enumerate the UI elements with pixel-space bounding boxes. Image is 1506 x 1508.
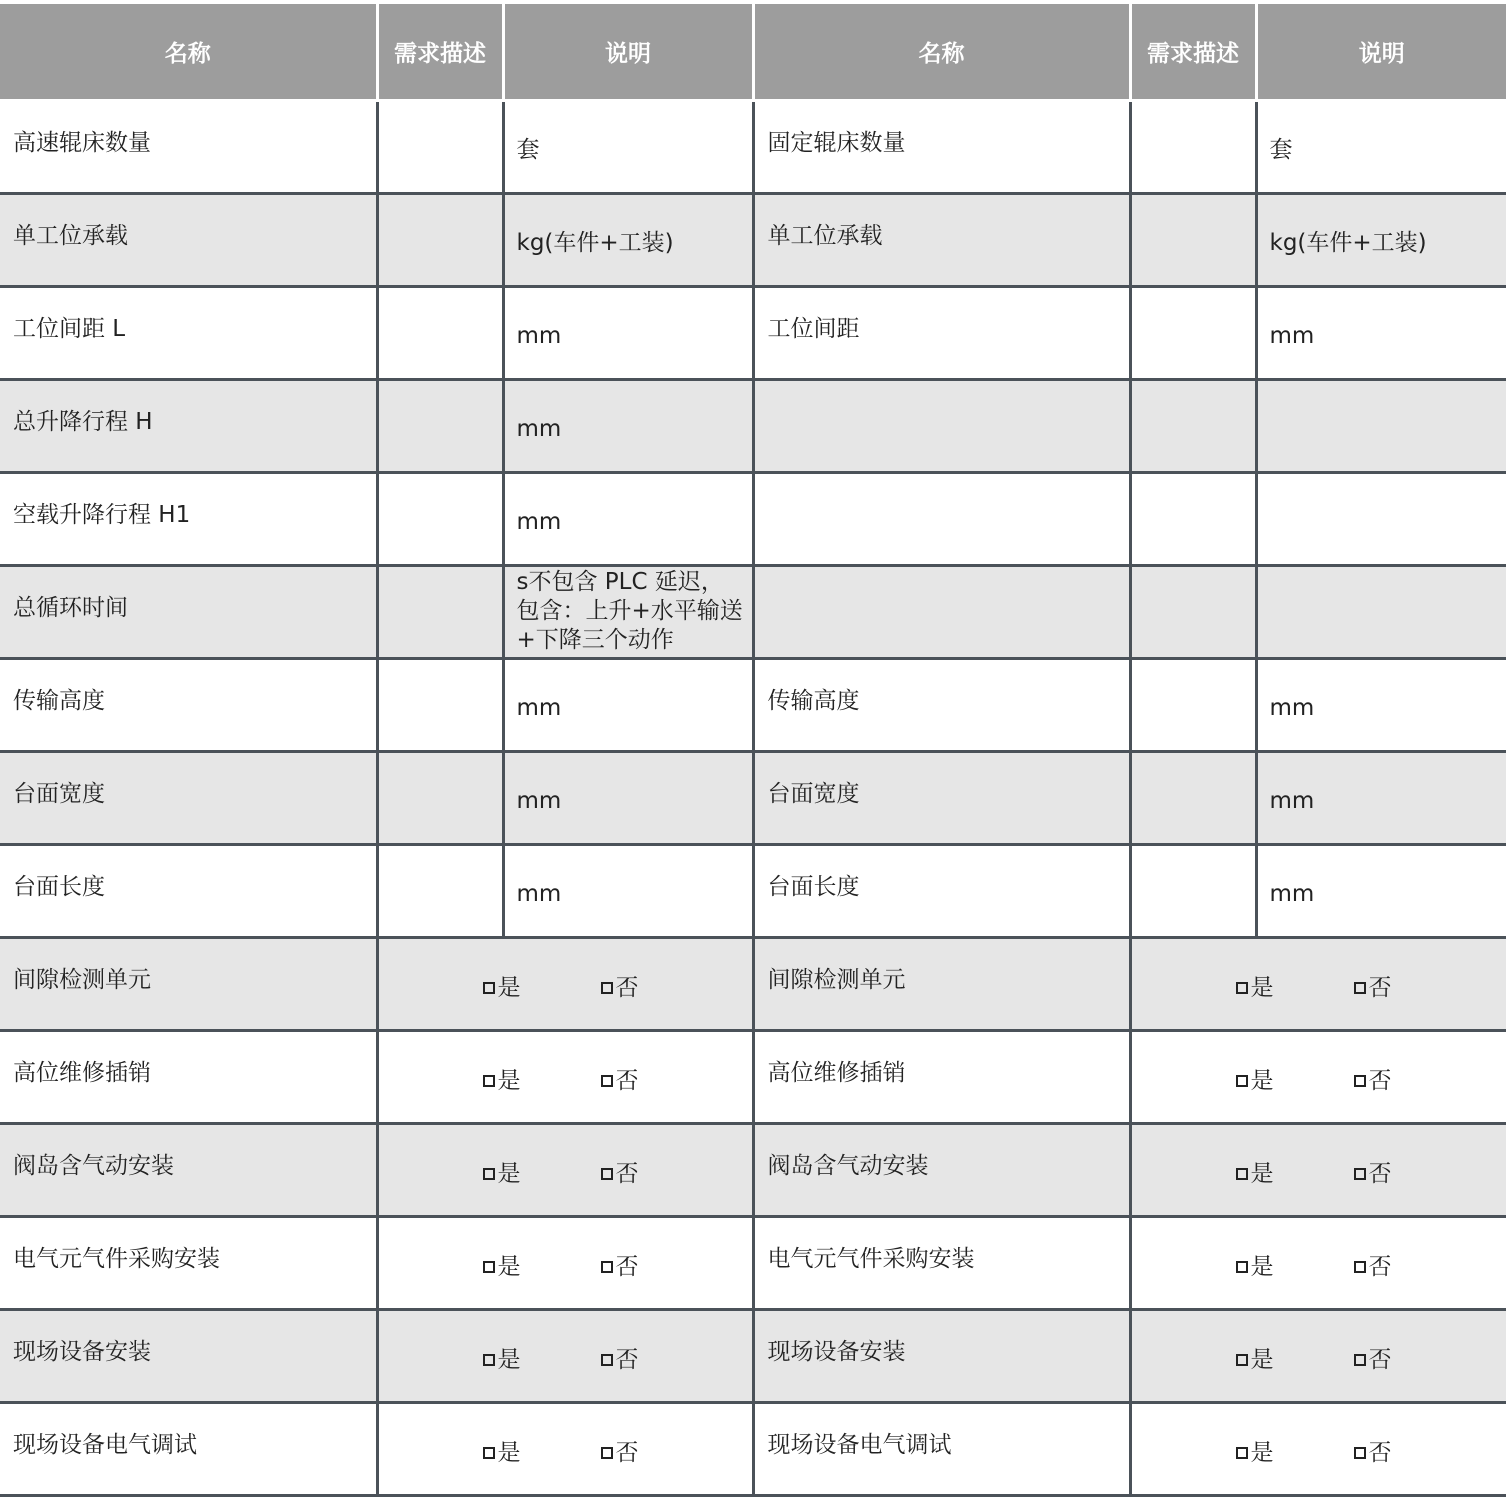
- item-name-left: [0, 565, 377, 658]
- checkbox-icon[interactable]: [1354, 1075, 1366, 1087]
- item-name-label: 阀岛含气动安装: [767, 1152, 929, 1179]
- item-name-label: 间隙检测单元: [13, 966, 151, 993]
- item-name-label: 传输高度: [13, 687, 105, 714]
- item-name-left: [0, 844, 377, 937]
- checkbox-icon[interactable]: [601, 1168, 613, 1180]
- yes-option[interactable]: [483, 1066, 521, 1096]
- item-note-right: 套: [1256, 100, 1506, 193]
- table-row: [0, 1402, 1506, 1495]
- requirement-input-left[interactable]: [377, 100, 503, 193]
- yes-no-choice-right: [1130, 1309, 1506, 1402]
- item-name-right: [753, 844, 1130, 937]
- no-option[interactable]: [601, 1066, 639, 1096]
- yes-option[interactable]: [1236, 973, 1274, 1003]
- yes-option-label: 是: [1250, 1253, 1274, 1280]
- yes-option[interactable]: [1236, 1345, 1274, 1375]
- checkbox-icon[interactable]: [1354, 982, 1366, 994]
- yes-no-choice-right: [1130, 1216, 1506, 1309]
- item-name-label: 工位间距 L: [13, 315, 126, 342]
- item-name-label: 台面长度: [767, 873, 860, 900]
- yes-no-choice-left: [377, 1030, 753, 1123]
- item-name-label: 单工位承载: [767, 222, 883, 249]
- yes-option-label: 是: [1250, 1439, 1274, 1466]
- table-row: [0, 937, 1506, 1030]
- table-row: [0, 1123, 1506, 1216]
- table-row: [0, 844, 1506, 937]
- item-note-right: mm: [1256, 658, 1506, 751]
- item-name-left: [0, 286, 377, 379]
- item-name-left: [0, 379, 377, 472]
- checkbox-icon[interactable]: [601, 1447, 613, 1459]
- yes-option[interactable]: [483, 973, 521, 1003]
- checkbox-icon[interactable]: [601, 1354, 613, 1366]
- requirement-input-right[interactable]: [1130, 100, 1256, 193]
- item-name-label: 台面宽度: [767, 780, 860, 807]
- item-name-label: 电气元气件采购安装: [13, 1245, 220, 1272]
- yes-option[interactable]: [483, 1159, 521, 1189]
- requirement-input-left[interactable]: [377, 565, 503, 658]
- checkbox-icon[interactable]: [1236, 1075, 1248, 1087]
- checkbox-icon[interactable]: [483, 982, 495, 994]
- item-name-right: [753, 565, 1130, 658]
- checkbox-icon[interactable]: [601, 982, 613, 994]
- header-row: [0, 4, 1506, 100]
- item-note-left: kg(车件+工装): [503, 193, 753, 286]
- item-name-label: 高位维修插销: [767, 1059, 906, 1086]
- yes-option-label: 是: [497, 1067, 521, 1094]
- item-name-left: [0, 1123, 377, 1216]
- item-name-right: [753, 751, 1130, 844]
- item-note-right: mm: [1256, 751, 1506, 844]
- yes-option[interactable]: [1236, 1252, 1274, 1282]
- item-name-label: 单工位承载: [13, 222, 128, 249]
- checkbox-icon[interactable]: [1354, 1354, 1366, 1366]
- yes-option-label: 是: [497, 1346, 521, 1373]
- no-option[interactable]: [601, 1252, 639, 1282]
- checkbox-icon[interactable]: [483, 1168, 495, 1180]
- item-name-left: [0, 472, 377, 565]
- yes-no-choice-left: [377, 1123, 753, 1216]
- requirement-input-left[interactable]: [377, 844, 503, 937]
- item-name-right: [753, 1216, 1130, 1309]
- requirement-input-right[interactable]: [1130, 472, 1256, 565]
- item-name-label: 工位间距: [767, 315, 860, 342]
- item-note-right: [1256, 565, 1506, 658]
- yes-no-choice-left: [377, 1309, 753, 1402]
- no-option-label: 否: [615, 1253, 639, 1280]
- checkbox-icon[interactable]: [1354, 1261, 1366, 1273]
- no-option[interactable]: [1354, 973, 1392, 1003]
- item-name-label: 台面长度: [13, 873, 105, 900]
- checkbox-icon[interactable]: [1236, 1168, 1248, 1180]
- table-row: [0, 1216, 1506, 1309]
- no-option-label: 否: [615, 974, 639, 1001]
- requirement-input-left[interactable]: [377, 379, 503, 472]
- item-name-right: [753, 1402, 1130, 1495]
- no-option[interactable]: [1354, 1252, 1392, 1282]
- item-name-right: [753, 379, 1130, 472]
- checkbox-icon[interactable]: [1354, 1168, 1366, 1180]
- requirement-input-right[interactable]: [1130, 193, 1256, 286]
- yes-option[interactable]: [483, 1438, 521, 1468]
- item-name-label: 固定辊床数量: [767, 129, 906, 156]
- item-name-right: [753, 658, 1130, 751]
- requirement-input-right[interactable]: [1130, 844, 1256, 937]
- header-name-right: 名称: [753, 4, 1130, 100]
- yes-option-label: 是: [497, 1439, 521, 1466]
- no-option[interactable]: [1354, 1066, 1392, 1096]
- item-name-left: [0, 100, 377, 193]
- item-name-label: 现场设备安装: [767, 1338, 906, 1365]
- item-name-right: [753, 937, 1130, 1030]
- item-name-left: [0, 751, 377, 844]
- item-name-right: [753, 1030, 1130, 1123]
- yes-no-choice-right: [1130, 1030, 1506, 1123]
- item-name-right: [753, 1123, 1130, 1216]
- yes-no-choice-right: [1130, 1402, 1506, 1495]
- item-name-left: [0, 1216, 377, 1309]
- requirement-input-left[interactable]: [377, 658, 503, 751]
- item-name-right: [753, 1309, 1130, 1402]
- header-name-left: 名称: [0, 4, 377, 100]
- item-name-label: 阀岛含气动安装: [13, 1152, 174, 1179]
- item-note-right: [1256, 379, 1506, 472]
- spec-table: [0, 4, 1506, 1497]
- item-name-right: [753, 286, 1130, 379]
- yes-option-label: 是: [497, 1253, 521, 1280]
- requirement-input-right[interactable]: [1130, 379, 1256, 472]
- table-row: [0, 751, 1506, 844]
- item-name-label: 传输高度: [767, 687, 860, 714]
- requirement-input-left[interactable]: [377, 193, 503, 286]
- item-note-left: mm: [503, 379, 753, 472]
- requirement-input-left[interactable]: [377, 751, 503, 844]
- no-option[interactable]: [601, 973, 639, 1003]
- item-note-right: mm: [1256, 286, 1506, 379]
- requirement-input-right[interactable]: [1130, 565, 1256, 658]
- no-option[interactable]: [601, 1438, 639, 1468]
- checkbox-icon[interactable]: [601, 1075, 613, 1087]
- no-option[interactable]: [601, 1345, 639, 1375]
- no-option-label: 否: [1368, 1160, 1392, 1187]
- checkbox-icon[interactable]: [1236, 1447, 1248, 1459]
- requirement-input-right[interactable]: [1130, 658, 1256, 751]
- yes-option[interactable]: [1236, 1066, 1274, 1096]
- checkbox-icon[interactable]: [483, 1075, 495, 1087]
- yes-option-label: 是: [497, 974, 521, 1001]
- yes-no-choice-right: [1130, 937, 1506, 1030]
- yes-option-label: 是: [497, 1160, 521, 1187]
- requirement-input-left[interactable]: [377, 286, 503, 379]
- checkbox-icon[interactable]: [483, 1447, 495, 1459]
- table-row: [0, 193, 1506, 286]
- item-name-label: 总升降行程 H: [13, 408, 153, 435]
- item-name-left: [0, 1402, 377, 1495]
- requirement-input-left[interactable]: [377, 472, 503, 565]
- checkbox-icon[interactable]: [1354, 1447, 1366, 1459]
- header-requirement-right: 需求描述: [1130, 4, 1256, 100]
- item-name-left: [0, 937, 377, 1030]
- header-note-right: 说明: [1256, 4, 1506, 100]
- yes-option[interactable]: [1236, 1438, 1274, 1468]
- yes-option-label: 是: [1250, 974, 1274, 1001]
- checkbox-icon[interactable]: [483, 1354, 495, 1366]
- item-note-left: s不包含 PLC 延迟，包含：上升+水平输送+下降三个动作: [503, 565, 753, 658]
- table-row: [0, 100, 1506, 193]
- item-note-right: mm: [1256, 844, 1506, 937]
- yes-option[interactable]: [483, 1252, 521, 1282]
- yes-no-choice-right: [1130, 1123, 1506, 1216]
- table-row: [0, 658, 1506, 751]
- item-note-right: kg(车件+工装): [1256, 193, 1506, 286]
- no-option-label: 否: [1368, 1067, 1392, 1094]
- requirement-input-right[interactable]: [1130, 751, 1256, 844]
- item-note-left: mm: [503, 472, 753, 565]
- table-row: [0, 1030, 1506, 1123]
- no-option-label: 否: [615, 1346, 639, 1373]
- item-name-left: [0, 1030, 377, 1123]
- item-note-left: mm: [503, 658, 753, 751]
- no-option[interactable]: [601, 1159, 639, 1189]
- table-row: [0, 286, 1506, 379]
- item-name-label: 高位维修插销: [13, 1059, 151, 1086]
- item-note-left: 套: [503, 100, 753, 193]
- header-requirement-left: 需求描述: [377, 4, 503, 100]
- checkbox-icon[interactable]: [483, 1261, 495, 1273]
- yes-no-choice-left: [377, 937, 753, 1030]
- yes-option[interactable]: [1236, 1159, 1274, 1189]
- table-row: [0, 472, 1506, 565]
- no-option-label: 否: [1368, 1253, 1392, 1280]
- no-option[interactable]: [1354, 1159, 1392, 1189]
- item-name-label: 总循环时间: [13, 594, 128, 621]
- yes-option-label: 是: [1250, 1160, 1274, 1187]
- checkbox-icon[interactable]: [1236, 1354, 1248, 1366]
- yes-option-label: 是: [1250, 1346, 1274, 1373]
- item-note-left: mm: [503, 844, 753, 937]
- item-note-left: mm: [503, 286, 753, 379]
- item-note-left: mm: [503, 751, 753, 844]
- table-row: [0, 379, 1506, 472]
- item-name-right: [753, 472, 1130, 565]
- yes-option-label: 是: [1250, 1067, 1274, 1094]
- item-name-label: 高速辊床数量: [13, 129, 151, 156]
- item-name-label: 台面宽度: [13, 780, 105, 807]
- checkbox-icon[interactable]: [1236, 1261, 1248, 1273]
- item-name-left: [0, 193, 377, 286]
- item-name-left: [0, 658, 377, 751]
- no-option-label: 否: [1368, 974, 1392, 1001]
- no-option-label: 否: [1368, 1439, 1392, 1466]
- checkbox-icon[interactable]: [601, 1261, 613, 1273]
- item-name-label: 电气元气件采购安装: [767, 1245, 975, 1272]
- item-name-left: [0, 1309, 377, 1402]
- no-option[interactable]: [1354, 1438, 1392, 1468]
- item-name-right: [753, 193, 1130, 286]
- yes-option[interactable]: [483, 1345, 521, 1375]
- item-name-label: 间隙检测单元: [767, 966, 906, 993]
- checkbox-icon[interactable]: [1236, 982, 1248, 994]
- no-option-label: 否: [615, 1439, 639, 1466]
- item-name-label: 现场设备电气调试: [13, 1431, 197, 1458]
- no-option-label: 否: [615, 1160, 639, 1187]
- table-row: [0, 1309, 1506, 1402]
- item-name-right: [753, 100, 1130, 193]
- no-option-label: 否: [615, 1067, 639, 1094]
- header-note-left: 说明: [503, 4, 753, 100]
- item-note-right: [1256, 472, 1506, 565]
- no-option-label: 否: [1368, 1346, 1392, 1373]
- requirement-input-right[interactable]: [1130, 286, 1256, 379]
- no-option[interactable]: [1354, 1345, 1392, 1375]
- item-name-label: 现场设备安装: [13, 1338, 151, 1365]
- table-row: [0, 565, 1506, 658]
- item-name-label: 空载升降行程 H1: [13, 501, 191, 528]
- item-name-label: 现场设备电气调试: [767, 1431, 952, 1458]
- yes-no-choice-left: [377, 1402, 753, 1495]
- yes-no-choice-left: [377, 1216, 753, 1309]
